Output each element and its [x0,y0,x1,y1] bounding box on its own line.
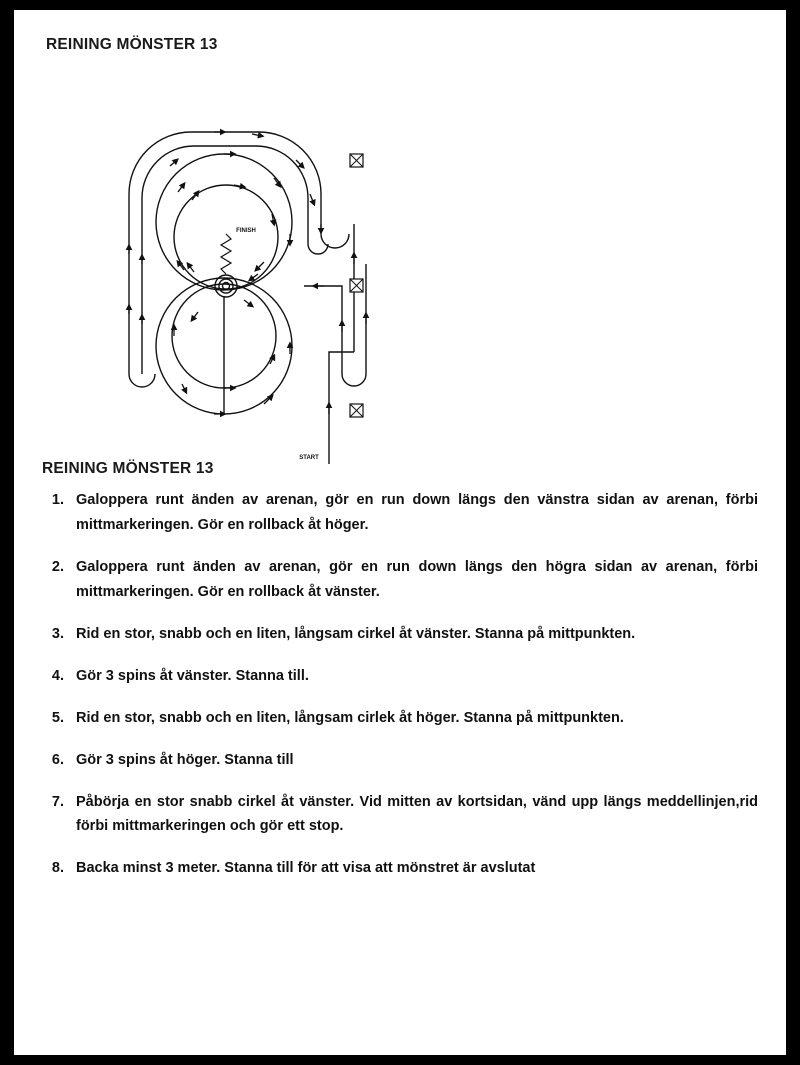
page-title-top: REINING MÖNSTER 13 [46,36,218,53]
list-item [42,706,758,731]
step-number: 7. [51,793,64,810]
arena-markers [350,154,363,417]
step-number: 5. [51,709,64,726]
page-title-mid: REINING MÖNSTER 13 [42,460,214,477]
boxed-x-marker-icon [350,279,363,292]
outer-track-left [129,132,321,374]
steps-list [42,488,758,898]
list-item [42,488,758,538]
rollback-top-right [321,234,349,248]
rollback-top-right-inner [308,244,328,254]
step-text: Galoppera runt änden av arenan, gör en run down längs den högra sidan av arenan, förbi mittmarkeringen. Gör en rollback åt vänster. [76,558,758,600]
step-number: 6. [51,751,64,768]
list-item [42,856,758,881]
finish-label: FINISH [236,228,256,234]
back-up-zigzag [221,234,231,274]
step-text: Gör 3 spins åt höger. Stanna till [76,751,294,768]
list-item [42,622,758,647]
step-number: 1. [51,492,64,508]
list-item [42,790,758,840]
step-number: 3. [51,625,64,642]
document-page [14,10,786,1055]
center-spin-mid [219,279,233,293]
step-text: Rid en stor, snabb och en liten, långsam cirkel åt vänster. Stanna på mittpunkten. [76,625,636,642]
step-text: Gör 3 spins åt vänster. Stanna till. [76,667,309,684]
list-item [42,664,758,689]
reining-pattern-diagram [74,74,394,464]
rollback-left [129,374,155,387]
step-text: Galoppera runt änden av arenan, gör en run down längs den vänstra sidan av arenan, förbi mittmarkeringen. Gör en rollback åt höger. [76,492,758,533]
start-label: START [299,455,319,461]
boxed-x-marker-icon [350,404,363,417]
step-text: Backa minst 3 meter. Stanna till för att visa att mönstret är avslutat [76,860,536,877]
step-number: 8. [51,860,64,877]
boxed-x-marker-icon [350,154,363,167]
list-item [42,748,758,773]
direction-arrows [129,132,366,414]
step-number: 2. [51,558,64,575]
step-number: 4. [51,667,64,684]
right-run-down [304,286,342,374]
list-item [42,555,758,605]
step-text: Påbörja en stor snabb cirkel åt vänster. Vid mitten av kortsidan, vänd upp längs meddellinjen,rid förbi mittmarkeringen och gör ett stop. [76,793,758,835]
step-text: Rid en stor, snabb och en liten, långsam cirlek åt höger. Stanna på mittpunkten. [76,709,624,726]
